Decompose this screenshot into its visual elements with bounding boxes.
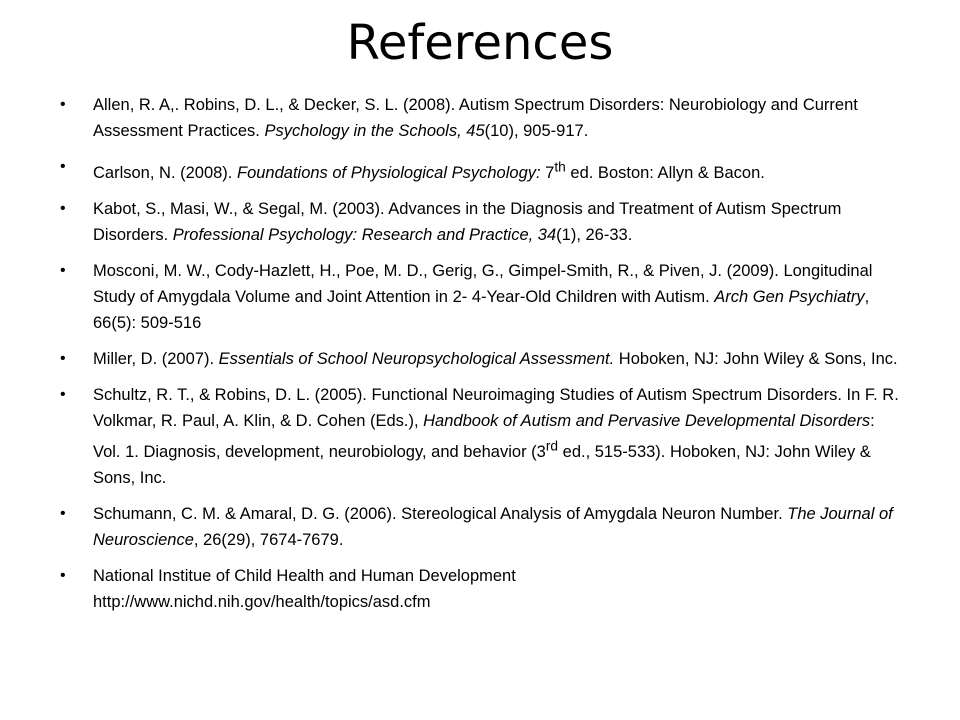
bullet-icon: • [60, 199, 66, 217]
reference-italic: Essentials of School Neuropsychological Assessment. [218, 349, 615, 368]
reference-part: (1), 26-33. [556, 225, 633, 244]
reference-part: Schumann, C. M. & Amaral, D. G. (2006). Stereological Analysis of Amygdala Neuron Number. [93, 505, 788, 523]
bullet-icon: • [60, 385, 66, 403]
reference-item [60, 154, 900, 186]
reference-italic: Psychology in the Schools, 45 [264, 122, 485, 140]
reference-part: ed., 515-533). Hoboken, NJ: John Wiley & Sons, Inc. [93, 443, 871, 487]
reference-text [93, 96, 858, 140]
bullet-icon: • [60, 261, 66, 279]
reference-part: Miller, D. (2007). [93, 349, 219, 368]
bullet-icon: • [60, 349, 66, 367]
reference-italic: Handbook of Autism and Pervasive Developmental Disorders [423, 411, 871, 430]
reference-text [93, 159, 765, 182]
bullet-icon: • [60, 96, 66, 113]
reference-part: Kabot, S., Masi, W., & Segal, M. (2003). Advances in the Diagnosis and Treatment of Autism Spectrum Disorders. [93, 199, 842, 244]
reference-italic: Foundations of Physiological Psychology: [236, 163, 546, 182]
reference-superscript: th [554, 159, 566, 174]
bullet-icon: • [60, 505, 66, 522]
reference-italic: The Journal of Neuroscience [93, 505, 893, 549]
reference-item [60, 346, 900, 372]
reference-part: : Vol. 1. Diagnosis, development, neurobiology, and behavior (3 [93, 411, 875, 461]
reference-text [93, 262, 872, 332]
reference-part: Mosconi, M. W., Cody-Hazlett, H., Poe, M. D., Gerig, G., Gimpel-Smith, R., & Piven, J. (2009). Longitudinal Study of Amygdala Volume and Joint Attention in 2- 4-Year-Old Children with Autism. [93, 261, 873, 306]
reference-item [60, 382, 900, 492]
reference-italic: Arch Gen Psychiatry [714, 287, 865, 306]
bullet-icon: • [60, 567, 66, 584]
reference-text [93, 200, 841, 244]
reference-item [60, 196, 900, 248]
reference-italic: Professional Psychology: Research and Practice, 34 [172, 225, 557, 244]
reference-part: Schultz, R. T., & Robins, D. L. (2005). Functional Neuroimaging Studies of Autism Spectrum Disorders. In F. R. Volkmar, R. Paul, A. Klin, & D. Cohen (Eds.), [93, 385, 899, 430]
reference-text [93, 386, 899, 488]
slide-title: References [346, 15, 614, 71]
reference-item [60, 92, 900, 144]
reference-part: , 66(5): 509-516 [93, 287, 870, 332]
reference-part: National Institue of Child Health and Human Development [93, 567, 516, 585]
reference-list [60, 92, 900, 625]
reference-url[interactable]: http://www.nichd.nih.gov/health/topics/asd.cfm [93, 593, 431, 611]
reference-text [93, 567, 900, 615]
reference-superscript: rd [545, 438, 559, 454]
reference-part: (10), 905-917. [484, 122, 589, 140]
reference-item [60, 563, 900, 615]
reference-text [93, 350, 898, 368]
reference-text [93, 505, 893, 549]
reference-item [60, 258, 900, 336]
reference-item [60, 501, 900, 553]
reference-part: Allen, R. A,. Robins, D. L., & Decker, S. L. (2008). Autism Spectrum Disorders: Neurobiology and Current Assessment Practices. [93, 96, 858, 140]
reference-part: , 26(29), 7674-7679. [193, 531, 344, 549]
reference-part: Carlson, N. (2008). [93, 163, 237, 182]
bullet-icon: • [60, 158, 66, 175]
reference-part: Hoboken, NJ: John Wiley & Sons, Inc. [614, 349, 898, 368]
reference-part: 7 [545, 163, 555, 182]
reference-part: ed. Boston: Allyn & Bacon. [565, 163, 765, 182]
